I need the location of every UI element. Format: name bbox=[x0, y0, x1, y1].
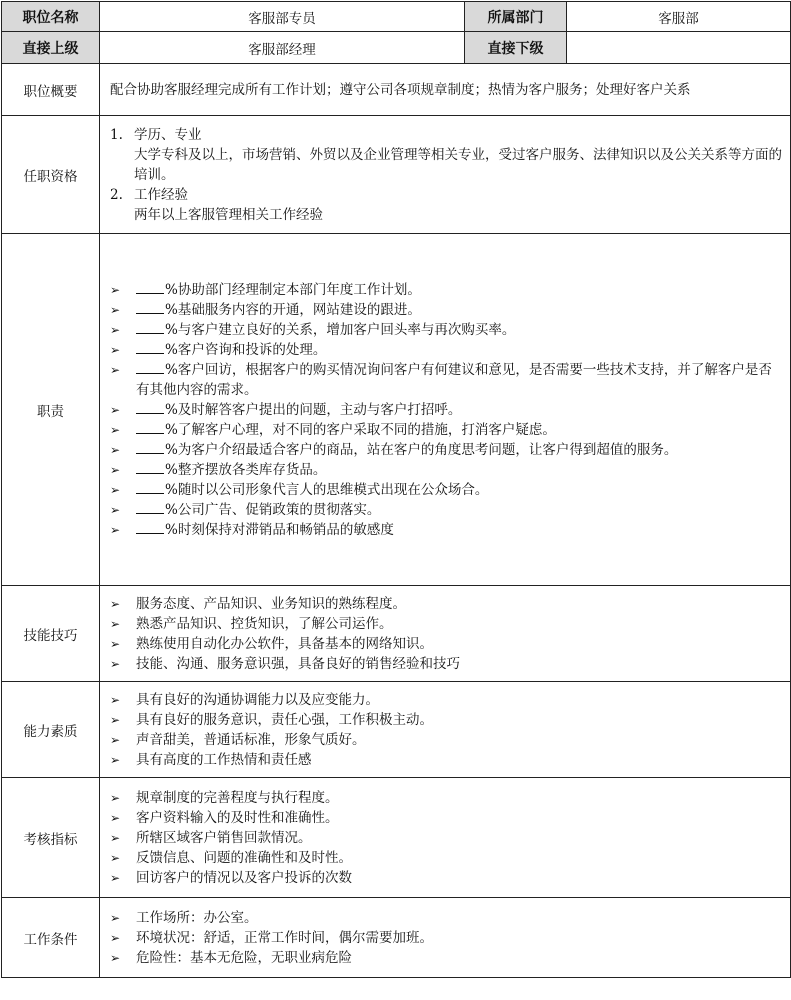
list-item bbox=[110, 908, 782, 928]
list-item-text: %及时解答客户提出的问题，主动与客户打招呼。 bbox=[165, 401, 462, 418]
department-value: 客服部 bbox=[567, 2, 791, 32]
arrow-bullet-icon: ➢ bbox=[110, 482, 121, 497]
list-item-content bbox=[136, 868, 352, 888]
kpi-row bbox=[2, 778, 791, 898]
fill-in-blank bbox=[136, 340, 164, 354]
list-item-content bbox=[136, 634, 433, 654]
list-item bbox=[110, 360, 782, 400]
list-item-content bbox=[136, 750, 312, 770]
list-item-text: 熟练使用自动化办公软件，具备基本的网络知识。 bbox=[136, 635, 433, 652]
list-item-text: 服务态度、产品知识、业务知识的熟练程度。 bbox=[136, 595, 406, 612]
list-item bbox=[110, 654, 782, 674]
arrow-bullet-icon: ➢ bbox=[110, 692, 121, 707]
list-item-content bbox=[136, 710, 433, 730]
list-item bbox=[110, 808, 782, 828]
arrow-bullet-icon: ➢ bbox=[110, 732, 121, 747]
fill-in-blank bbox=[136, 500, 164, 514]
fill-in-blank bbox=[136, 280, 164, 294]
list-item bbox=[110, 614, 782, 634]
list-item bbox=[110, 634, 782, 654]
list-item-content bbox=[136, 828, 312, 848]
kpi-label: 考核指标 bbox=[2, 778, 100, 898]
fill-in-blank bbox=[136, 300, 164, 314]
arrow-bullet-icon: ➢ bbox=[110, 522, 121, 537]
list-item-content bbox=[136, 520, 394, 540]
list-item bbox=[110, 948, 782, 968]
qualification-title: 学历、专业 bbox=[134, 126, 202, 143]
list-item bbox=[110, 928, 782, 948]
arrow-bullet-icon: ➢ bbox=[110, 656, 121, 671]
fill-in-blank bbox=[136, 520, 164, 534]
list-item-text: %客户回访，根据客户的购买情况询问客户有何建议和意见，是否需要一些技术支持，并了解客户是否有其他内容的需求。 bbox=[136, 361, 772, 398]
list-item bbox=[110, 340, 782, 360]
arrow-bullet-icon: ➢ bbox=[110, 342, 121, 357]
list-item-content bbox=[136, 928, 433, 948]
list-item bbox=[110, 460, 782, 480]
list-item-content bbox=[136, 300, 421, 320]
arrow-bullet-icon: ➢ bbox=[110, 950, 121, 965]
qualification-text: 大学专科及以上，市场营销、外贸以及企业管理等相关专业，受过客户服务、法律知识以及公关关系等方面的培训。 bbox=[134, 146, 782, 183]
list-item-content bbox=[136, 460, 326, 480]
list-item-text: 具有良好的服务意识，责任心强，工作积极主动。 bbox=[136, 711, 433, 728]
arrow-bullet-icon: ➢ bbox=[110, 930, 121, 945]
list-item bbox=[110, 594, 782, 614]
fill-in-blank bbox=[136, 420, 164, 434]
list-item-content bbox=[136, 848, 352, 868]
qualification-text: 两年以上客服管理相关工作经验 bbox=[134, 206, 323, 223]
list-item-text: 危险性：基本无危险，无职业病危险 bbox=[136, 949, 352, 966]
list-item-content bbox=[136, 440, 677, 460]
list-item bbox=[110, 828, 782, 848]
superior-value: 客服部经理 bbox=[100, 32, 465, 64]
list-item-text: 声音甜美，普通话标准，形象气质好。 bbox=[136, 731, 366, 748]
list-item-content bbox=[136, 340, 326, 360]
list-item-text: %随时以公司形象代言人的思维模式出现在公众场合。 bbox=[165, 481, 489, 498]
list-item-text: %客户咨询和投诉的处理。 bbox=[165, 341, 327, 358]
qualification-item bbox=[110, 125, 782, 185]
abilities-list bbox=[100, 682, 791, 778]
department-label: 所属部门 bbox=[465, 2, 567, 32]
list-item bbox=[110, 788, 782, 808]
list-item bbox=[110, 710, 782, 730]
list-item-content bbox=[136, 654, 460, 674]
arrow-bullet-icon: ➢ bbox=[110, 712, 121, 727]
list-item-text: 熟悉产品知识、控货知识，了解公司运作。 bbox=[136, 615, 393, 632]
list-item bbox=[110, 750, 782, 770]
arrow-bullet-icon: ➢ bbox=[110, 502, 121, 517]
arrow-bullet-icon: ➢ bbox=[110, 302, 121, 317]
duties-row bbox=[2, 234, 791, 586]
skills-row bbox=[2, 586, 791, 682]
list-item-text: %与客户建立良好的关系，增加客户回头率与再次购买率。 bbox=[165, 321, 516, 338]
arrow-bullet-icon: ➢ bbox=[110, 282, 121, 297]
list-item-text: 回访客户的情况以及客户投诉的次数 bbox=[136, 869, 352, 886]
arrow-bullet-icon: ➢ bbox=[110, 596, 121, 611]
qualifications-label: 任职资格 bbox=[2, 116, 100, 234]
position-name-label: 职位名称 bbox=[2, 2, 100, 32]
list-item bbox=[110, 320, 782, 340]
kpi-list bbox=[100, 778, 791, 898]
arrow-bullet-icon: ➢ bbox=[110, 810, 121, 825]
list-item-text: 所辖区域客户销售回款情况。 bbox=[136, 829, 312, 846]
list-item-content bbox=[136, 730, 366, 750]
conditions-row bbox=[2, 898, 791, 978]
arrow-bullet-icon: ➢ bbox=[110, 850, 121, 865]
arrow-bullet-icon: ➢ bbox=[110, 402, 121, 417]
list-item bbox=[110, 420, 782, 440]
list-item-content bbox=[136, 594, 406, 614]
list-item-text: %公司广告、促销政策的贯彻落实。 bbox=[165, 501, 381, 518]
abilities-label: 能力素质 bbox=[2, 682, 100, 778]
list-item-content bbox=[136, 480, 488, 500]
skills-list bbox=[100, 586, 791, 682]
arrow-bullet-icon: ➢ bbox=[110, 752, 121, 767]
list-item-text: 具有高度的工作热情和责任感 bbox=[136, 751, 312, 768]
list-item-text: %协助部门经理制定本部门年度工作计划。 bbox=[165, 281, 421, 298]
list-item-content bbox=[136, 280, 421, 300]
qualifications-row bbox=[2, 116, 791, 234]
list-item-content bbox=[136, 690, 379, 710]
list-item-text: %为客户介绍最适合客户的商品，站在客户的角度思考问题，让客户得到超值的服务。 bbox=[165, 441, 678, 458]
list-item bbox=[110, 730, 782, 750]
list-item-text: %时刻保持对滞销品和畅销品的敏感度 bbox=[165, 521, 394, 538]
list-item-text: 规章制度的完善程度与执行程度。 bbox=[136, 789, 339, 806]
overview-text: 配合协助客服经理完成所有工作计划；遵守公司各项规章制度；热情为客户服务；处理好客户关系 bbox=[100, 64, 791, 116]
list-item-content bbox=[136, 320, 515, 340]
superior-label: 直接上级 bbox=[2, 32, 100, 64]
list-item-text: 反馈信息、问题的准确性和及时性。 bbox=[136, 849, 352, 866]
overview-row bbox=[2, 64, 791, 116]
list-item-text: 客户资料输入的及时性和准确性。 bbox=[136, 809, 339, 826]
list-item-content bbox=[136, 614, 393, 634]
list-item-content bbox=[136, 420, 556, 440]
list-item bbox=[110, 848, 782, 868]
qualifications-content bbox=[100, 116, 791, 234]
list-item-text: 技能、沟通、服务意识强，具备良好的销售经验和技巧 bbox=[136, 655, 460, 672]
fill-in-blank bbox=[136, 460, 164, 474]
arrow-bullet-icon: ➢ bbox=[110, 422, 121, 437]
list-item bbox=[110, 400, 782, 420]
arrow-bullet-icon: ➢ bbox=[110, 910, 121, 925]
fill-in-blank bbox=[136, 360, 164, 374]
duties-list bbox=[100, 234, 791, 586]
subordinate-value bbox=[567, 32, 791, 64]
abilities-row bbox=[2, 682, 791, 778]
list-item-text: %整齐摆放各类库存货品。 bbox=[165, 461, 327, 478]
arrow-bullet-icon: ➢ bbox=[110, 322, 121, 337]
list-item bbox=[110, 480, 782, 500]
fill-in-blank bbox=[136, 400, 164, 414]
list-item bbox=[110, 280, 782, 300]
subordinate-label: 直接下级 bbox=[465, 32, 567, 64]
list-item-text: %了解客户心理，对不同的客户采取不同的措施，打消客户疑虑。 bbox=[165, 421, 556, 438]
duties-label: 职责 bbox=[2, 234, 100, 586]
list-item-text: 工作场所：办公室。 bbox=[136, 909, 258, 926]
list-item bbox=[110, 440, 782, 460]
qualification-item bbox=[110, 185, 782, 225]
arrow-bullet-icon: ➢ bbox=[110, 362, 121, 377]
list-item-text: 环境状况：舒适，正常工作时间，偶尔需要加班。 bbox=[136, 929, 433, 946]
list-item-content bbox=[136, 400, 461, 420]
arrow-bullet-icon: ➢ bbox=[110, 790, 121, 805]
list-item bbox=[110, 520, 782, 540]
job-description-table bbox=[1, 1, 791, 978]
conditions-label: 工作条件 bbox=[2, 898, 100, 978]
header-row-2 bbox=[2, 32, 791, 64]
qualification-number: 1. bbox=[110, 126, 123, 143]
list-item-content bbox=[136, 788, 339, 808]
list-item-content bbox=[136, 500, 380, 520]
list-item-text: 具有良好的沟通协调能力以及应变能力。 bbox=[136, 691, 379, 708]
list-item-text: %基础服务内容的开通，网站建设的跟进。 bbox=[165, 301, 421, 318]
arrow-bullet-icon: ➢ bbox=[110, 636, 121, 651]
fill-in-blank bbox=[136, 320, 164, 334]
list-item-content bbox=[136, 908, 258, 928]
list-item bbox=[110, 868, 782, 888]
skills-label: 技能技巧 bbox=[2, 586, 100, 682]
arrow-bullet-icon: ➢ bbox=[110, 830, 121, 845]
arrow-bullet-icon: ➢ bbox=[110, 442, 121, 457]
qualification-number: 2. bbox=[110, 186, 123, 203]
qualification-title: 工作经验 bbox=[134, 186, 188, 203]
list-item-content bbox=[136, 360, 782, 400]
arrow-bullet-icon: ➢ bbox=[110, 462, 121, 477]
list-item bbox=[110, 300, 782, 320]
fill-in-blank bbox=[136, 480, 164, 494]
list-item bbox=[110, 500, 782, 520]
overview-label: 职位概要 bbox=[2, 64, 100, 116]
conditions-list bbox=[100, 898, 791, 978]
position-name-value: 客服部专员 bbox=[100, 2, 465, 32]
list-item-content bbox=[136, 808, 339, 828]
list-item-content bbox=[136, 948, 352, 968]
fill-in-blank bbox=[136, 440, 164, 454]
header-row-1 bbox=[2, 2, 791, 32]
arrow-bullet-icon: ➢ bbox=[110, 616, 121, 631]
arrow-bullet-icon: ➢ bbox=[110, 870, 121, 885]
list-item bbox=[110, 690, 782, 710]
